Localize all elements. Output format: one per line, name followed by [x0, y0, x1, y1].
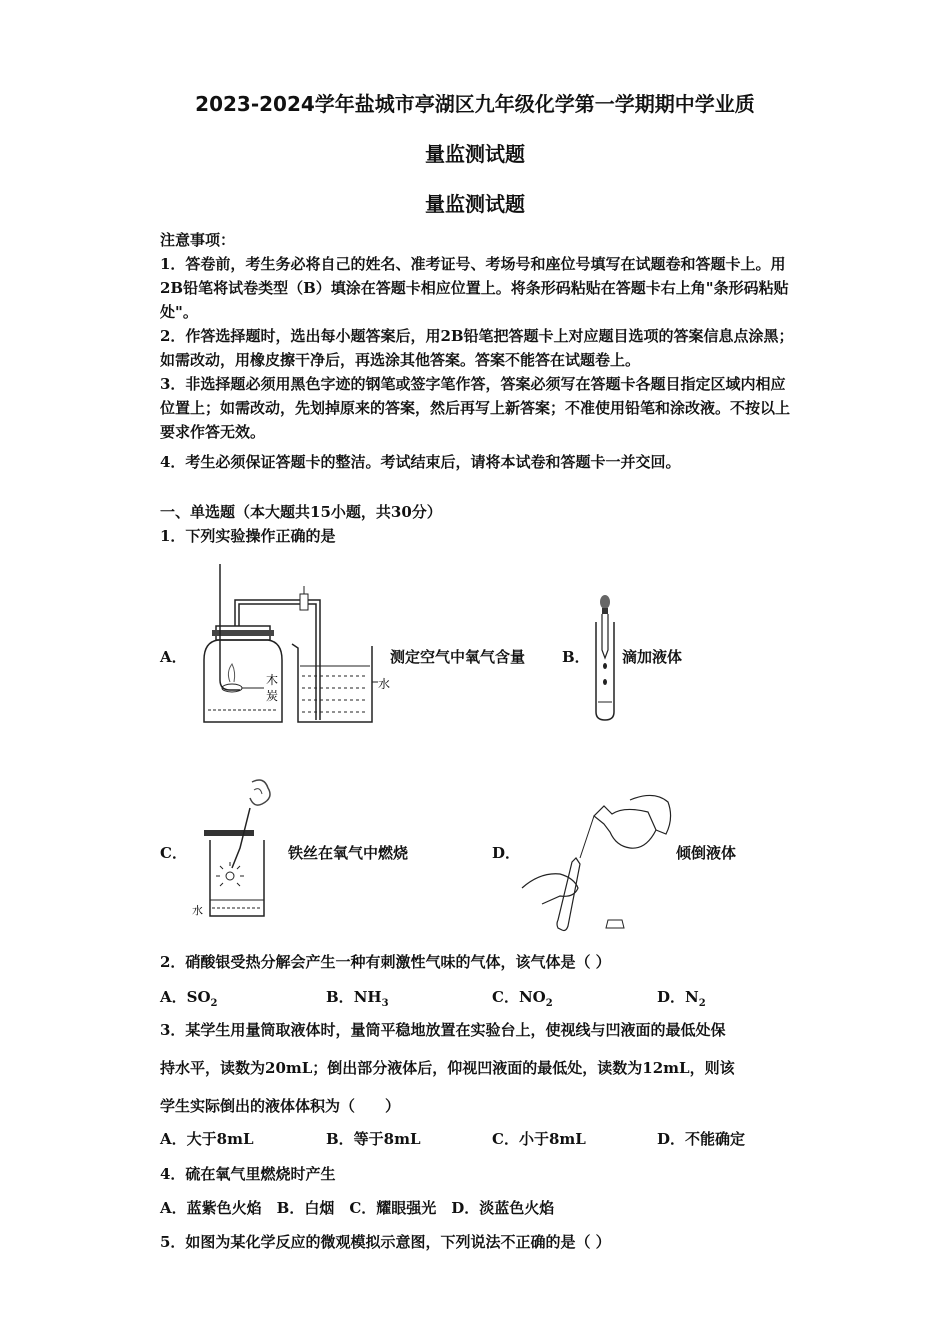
exam-title-line-2: 量监测试题 — [425, 142, 525, 166]
q3-option-d: D．不能确定 — [657, 1130, 746, 1148]
charcoal-label-1: 木 — [266, 673, 279, 687]
water-label: 水 — [378, 677, 390, 691]
q1-option-c-label: C． — [160, 844, 187, 862]
q1-stem: 1．下列实验操作正确的是 — [160, 527, 336, 545]
q2-option-c: C．$NO_2$ — [492, 988, 553, 1009]
notice-item-3: 3．非选择题必须用黑色字迹的钢笔或签字笔作答，答案必须写在答题卡各题目指定区域内相应位置上；如需改动，先划掉原来的答案，然后再写上新答案；不准使用铅笔和涂改液。不按以上要求作答无效。 — [160, 375, 791, 441]
q3-stem-line-2: 持水平，读数为20mL；倒出部分液体后，仰视凹液面的最低处，读数为12mL，则该 — [160, 1059, 735, 1077]
exam-title-line-1: 2023-2024学年盐城市亭湖区九年级化学第一学期期中学业质 — [195, 92, 755, 116]
q2-option-d: D．$N_2$ — [657, 988, 706, 1009]
notice-item-1: 1．答卷前，考生务必将自己的姓名、准考证号、考场号和座位号填写在试题卷和答题卡上。用2B铅笔将试卷类型（B）填涂在答题卡相应位置上。将条形码粘贴在答题卡右上角"条形码粘贴处"。 — [160, 255, 789, 321]
q1-option-a-label: A． — [160, 648, 187, 666]
q4-stem: 4．硫在氧气里燃烧时产生 — [160, 1165, 336, 1183]
q3-options — [160, 1128, 800, 1152]
oxygen-measurement-apparatus-figure — [190, 560, 390, 730]
charcoal-label-2: 炭 — [266, 689, 279, 703]
pouring-liquid-figure — [518, 786, 678, 934]
notice-item-4: 4．考生必须保证答题卡的整洁。考试结束后，请将本试卷和答题卡一并交回。 — [160, 453, 681, 471]
exam-title-line-3: 量监测试题 — [425, 192, 525, 216]
q1-option-d-caption: 倾倒液体 — [676, 844, 737, 862]
q1-option-d-label: D． — [492, 844, 521, 862]
q1-option-b-caption: 滴加液体 — [622, 648, 683, 666]
q3-stem-line-3: 学生实际倒出的液体体积为（ ） — [160, 1097, 401, 1115]
q2-option-a: A．$SO_2$ — [160, 988, 218, 1009]
iron-wire-combustion-figure — [190, 768, 290, 924]
q1-option-a-caption: 测定空气中氧气含量 — [390, 648, 526, 666]
q2-stem: 2．硝酸银受热分解会产生一种有刺激性气味的气体，该气体是（ ） — [160, 953, 611, 971]
q5-stem: 5．如图为某化学反应的微观模拟示意图，下列说法不正确的是（ ） — [160, 1233, 611, 1251]
q1-option-b-label: B． — [562, 648, 590, 666]
q2-option-b: B．$NH_3$ — [326, 988, 389, 1009]
q3-option-c: C．小于8mL — [492, 1130, 586, 1148]
section-heading: 一、单选题（本大题共15小题，共30分） — [160, 503, 442, 521]
dropper-test-tube-figure — [588, 592, 622, 724]
q3-option-a: A．大于8mL — [160, 1130, 254, 1148]
q4-options: A．蓝紫色火焰 B．白烟 C．耀眼强光 D．淡蓝色火焰 — [160, 1199, 555, 1217]
notice-item-2: 2．作答选择题时，选出每小题答案后，用2B铅笔把答题卡上对应题目选项的答案信息点涂黑；如需改动，用橡皮擦干净后，再选涂其他答案。答案不能答在试题卷上。 — [160, 327, 794, 369]
q2-options — [160, 986, 800, 1010]
q1-option-c-caption: 铁丝在氧气中燃烧 — [288, 844, 409, 862]
notice-heading: 注意事项： — [160, 231, 236, 249]
water-label-c: 水 — [192, 904, 203, 917]
q3-stem-line-1: 3．某学生用量筒取液体时，量筒平稳地放置在实验台上，使视线与凹液面的最低处保 — [160, 1021, 726, 1039]
q3-option-b: B．等于8mL — [326, 1130, 421, 1148]
